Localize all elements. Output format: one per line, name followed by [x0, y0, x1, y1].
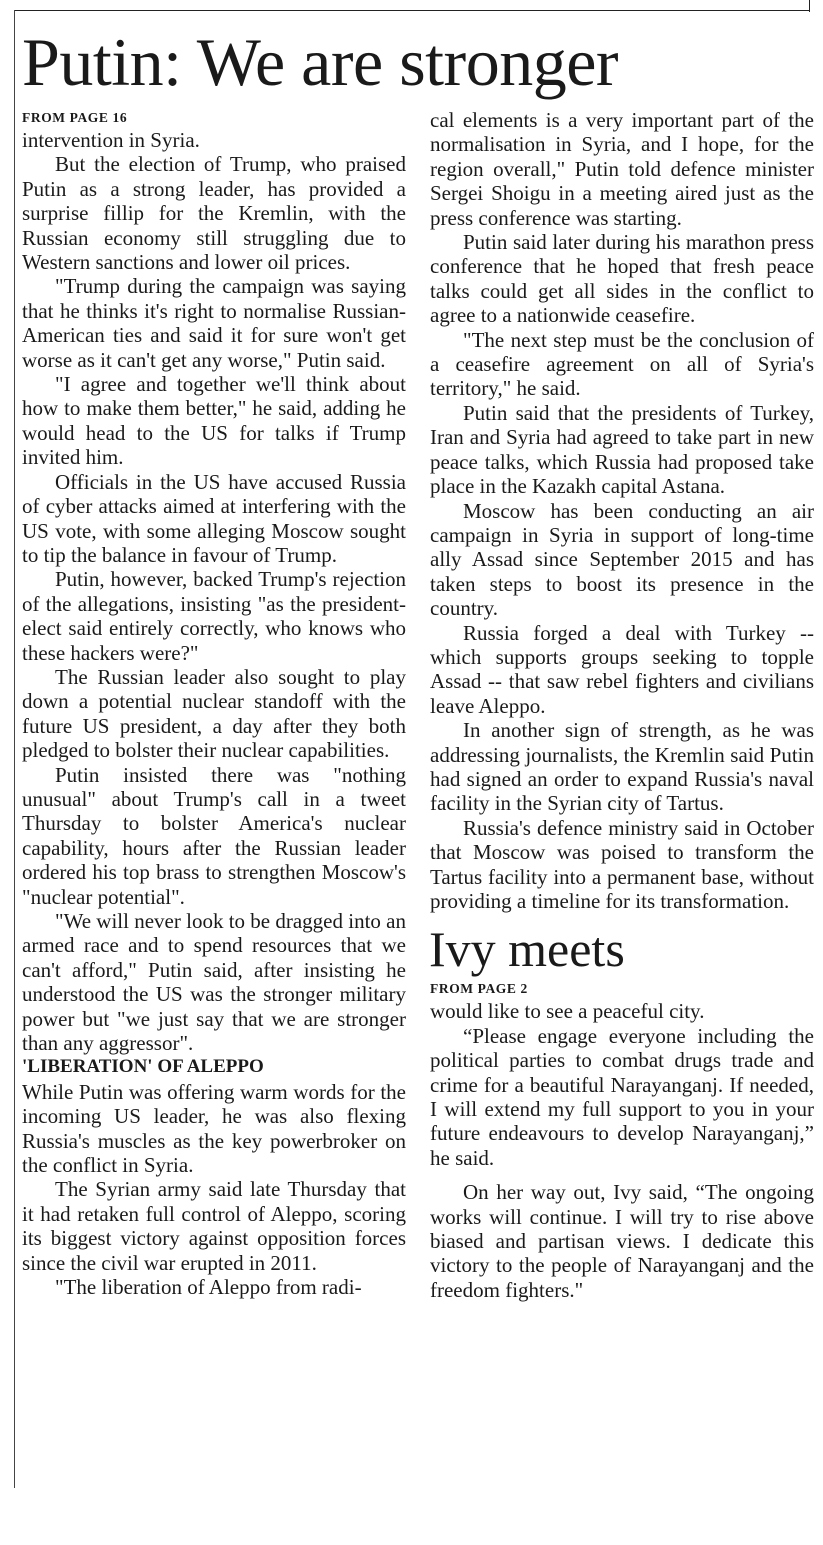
column-1 [22, 108, 406, 1300]
paragraph: would like to see a peaceful city. [430, 999, 705, 1024]
paragraph: But the election of Trump, who praised Putin as a strong leader, has provided a surprise fillip for the Kremlin, with the Russian economy still struggling due to Western sanctions and lower oil prices. [22, 152, 406, 275]
paragraph: Russia forged a deal with Turkey -- which supports groups seeking to topple Assad -- that saw rebel fighters and civilians leave Aleppo. [430, 620, 814, 718]
paragraph: Officials in the US have accused Russia of cyber attacks aimed at interfering with the US vote, with some alleging Moscow sought to tip the balance in favour of Trump. [22, 469, 406, 567]
paragraph: On her way out, Ivy said, “The ongoing works will continue. I will try to rise above biased and partisan views. I dedicate this victory to the people of Narayanganj and the freedom fighters." [430, 1180, 814, 1302]
paragraph: The Syrian army said late Thursday that it had retaken full control of Aleppo, scoring its biggest victory against opposition forces since the civil war erupted in 2011. [22, 1177, 406, 1275]
kicker-from-page: FROM PAGE 2 [430, 981, 528, 997]
paragraph: Moscow has been conducting an air campaign in Syria in support of long-time ally Assad since September 2015 and has taken steps to boost its presence in the country. [430, 498, 814, 621]
paragraph: "We will never look to be dragged into an armed race and to spend resources that we can't afford," Putin said, after insisting he understood the US was the stronger military power but "we just say that we are stronger than any aggressor". [22, 909, 406, 1056]
paragraph: intervention in Syria. [22, 128, 200, 152]
paragraph: "The next step must be the conclusion of a ceasefire agreement on all of Syria's territory," he said. [430, 327, 814, 401]
top-right-rule [809, 0, 810, 12]
kicker-from-page: FROM PAGE 16 [22, 110, 128, 125]
paragraph: Russia's defence ministry said in October that Moscow was poised to transform the Tartus facility into a permanent base, without providing a timeline for its transformation. [430, 815, 814, 913]
paragraph: "I agree and together we'll think about how to make them better," he said, adding he would head to the US for talks if Trump invited him. [22, 372, 406, 470]
paragraph: Putin, however, backed Trump's rejection of the allegations, insisting "as the president-elect said entirely correctly, who knows who these hackers were?" [22, 567, 406, 665]
column-2 [430, 108, 814, 1302]
paragraph: Putin insisted there was "nothing unusual" about Trump's call in a tweet Thursday to bolster America's nuclear capability, hours after the Russian leader ordered his top brass to strengthen Moscow's "nuclear potential". [22, 762, 406, 909]
left-rule [14, 10, 15, 1488]
paragraph: Putin said that the presidents of Turkey, Iran and Syria had agreed to take part in new peace talks, which Russia had proposed take place in the Kazakh capital Astana. [430, 400, 814, 499]
paragraph: "Trump during the campaign was saying that he thinks it's right to normalise Russian-American ties and said it for sure won't get worse as it can't get any worse," Putin said. [22, 274, 406, 372]
paragraph: The Russian leader also sought to play down a potential nuclear standoff with the future US president, a day after they both pledged to bolster their nuclear capabilities. [22, 664, 406, 763]
paragraph: In another sign of strength, as he was addressing journalists, the Kremlin said Putin had signed an order to expand Russia's naval facility in the Syrian city of Tartus. [430, 718, 814, 816]
headline: Putin: We are stronger [22, 24, 619, 100]
subhead: 'LIBERATION' OF ALEPPO [22, 1056, 264, 1078]
paragraph-gap [430, 1170, 814, 1180]
top-rule [14, 10, 810, 11]
paragraph: “Please engage everyone including the political parties to combat drugs trade and crime for a beautiful Narayanganj. If needed, I will extend my full support to you in your future endeavours to develop Narayanganj,” he said. [430, 1023, 814, 1170]
paragraph: Putin said later during his marathon press conference that he hoped that fresh peace talks could get all sides in the conflict to agree to a nationwide ceasefire. [430, 230, 814, 328]
paragraph: "The liberation of Aleppo from radi- [55, 1275, 362, 1300]
paragraph: While Putin was offering warm words for the incoming US leader, he was also flexing Russia's muscles as the key powerbroker on the conflict in Syria. [22, 1079, 406, 1178]
paragraph: cal elements is a very important part of the normalisation in Syria, and I hope, for the region overall," Putin told defence minister Sergei Shoigu in a meeting aired just as the press conference was starting. [430, 108, 814, 230]
headline-ivy-meets: Ivy meets [429, 921, 625, 978]
